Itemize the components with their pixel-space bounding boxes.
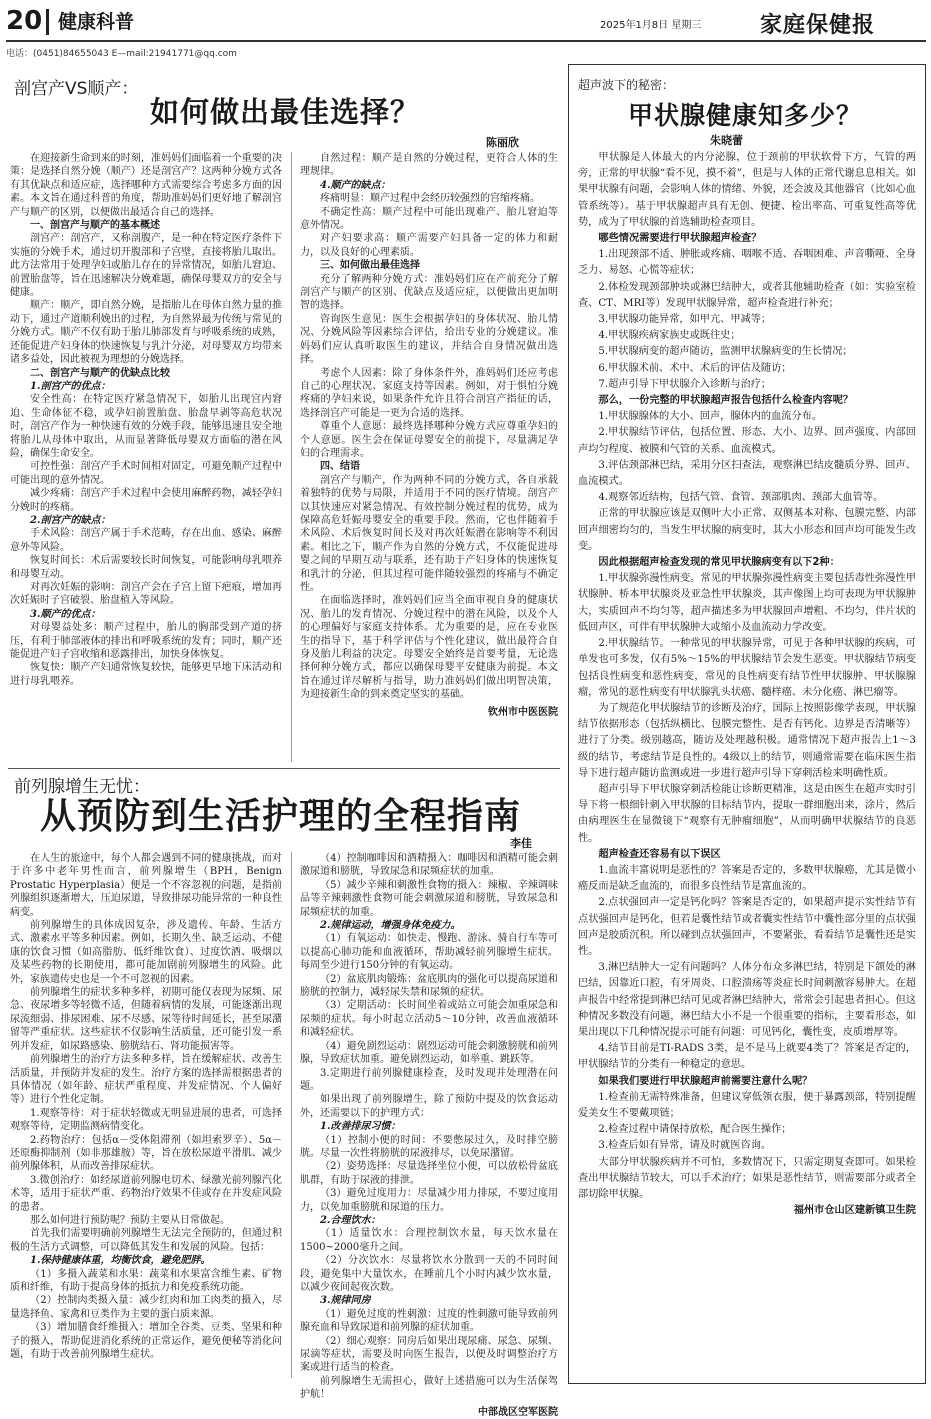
paragraph: 6.甲状腺术前、术中、术后的评估及随访； [598,362,792,374]
article1-author: 陈丽欣 [486,136,519,149]
paragraph: 1.检查前无需特殊准备，但建议穿低领衣服，便于暴露颈部，特别提醒爱美女生不要戴项链； [578,1091,916,1119]
section-heading: 因此根据超声检查发现的常见甲状腺病变有以下2种： [598,557,840,569]
paragraph: 尊重个人意愿：最终选择哪种分娩方式应尊重孕妇的个人意愿。医生会在保证母婴安全的前提下，尽量满足孕妇的合理需求。 [300,421,558,459]
section-heading: 三、如何做出最佳选择 [320,260,420,272]
article2-kicker: 前列腺增生无忧： [14,777,150,797]
paragraph: 疼痛明显：顺产过程中会经历较强烈的宫缩疼痛。 [320,193,540,205]
article1-title: 如何做出最佳选择？ [150,95,421,129]
article1-kicker: 剖宫产VS顺产： [14,79,139,99]
hospital-credit: 福州市仓山区建新镇卫生院 [793,1205,916,1217]
subheading: 3.规律同房 [320,1295,371,1307]
section-heading: 一、剖宫产与顺产的基本概述 [30,220,160,232]
paragraph: 2.检查过程中请保持放松，配合医生操作； [598,1124,792,1136]
paragraph: 3.定期进行前列腺健康检查，及时发现并处理潜在问题。 [300,1067,558,1092]
paragraph: 7.超声引导下甲状腺介入诊断与治疗； [598,378,772,390]
paragraph: 2.甲状腺结节。一种常见的甲状腺异常，可见于各种甲状腺的疾病，可单发也可多发，仅有5%～15%的甲状腺结节会发生恶变。甲状腺结节病变包括良性病变和恶性病变，常见的良性病变有结节性甲状腺肿、甲状腺腺瘤，常见的恶性病变有甲状腺乳头状癌、髓样癌、未分化癌、淋巴瘤等。 [578,638,916,698]
paragraph: 可控性强：剖宫产手术时间相对固定，可避免顺产过程中可能出现的意外情况。 [10,461,282,486]
paragraph: 减少疼痛：剖宫产手术过程中会使用麻醉药物，减轻孕妇分娩时的疼痛。 [10,488,282,513]
article-divider [8,768,560,769]
paragraph: 5.甲状腺病变的超声随访，监测甲状腺病变的生长情况； [598,346,853,358]
paragraph: 3.评估颈部淋巴结，采用分区扫查法，观察淋巴结皮髓质分界、回声、血流模式。 [578,459,916,488]
paragraph: 正常的甲状腺应该是双侧叶大小正常、双侧基本对称、包膜完整、内部回声细密均匀的，当发生甲状腺的病变时，其大小形态和回声均可能发生改变。 [578,508,916,552]
paragraph: 顺产：顺产，即自然分娩，是指胎儿在母体自然力量的推动下，通过产道顺利娩出的过程，为自然界最为传统与常见的分娩方式。顺产不仅有助于胎儿肺部发育与呼吸系统的成熟，还能促进产妇身体的快速恢复与乳汁分泌，对母婴双方均带来诸多益处，因此被视为理想的分娩选择。 [10,300,282,366]
paragraph: 恢复快：顺产产妇通常恢复较快，能够更早地下床活动和进行母乳喂养。 [10,662,282,687]
section-title: 健康科普 [58,11,135,33]
paragraph: （1）有氧运动：如快走、慢跑、游泳、骑自行车等可以提高心肺功能和血液循环，帮助减轻前列腺增生症状。每周至少进行150分钟的有氧运动。 [300,933,558,972]
paragraph: 1.观察等待：对于症状轻微或无明显进展的患者，可选择观察等待，定期监测病情变化。 [10,1107,282,1133]
paragraph: （1）适量饮水：合理控制饮水量，每天饮水量在1500~2000毫升之间。 [300,1228,558,1253]
paragraph: 2.体检发现颈部肿块或淋巴结肿大，或者其他辅助检查（如：实验室检查、CT、MRI等）发现甲状腺异常，超声检查进行补充； [578,281,916,309]
paragraph: 在人生的旅途中，每个人都会遇到不同的健康挑战，而对于许多中老年男性而言，前列腺增生（BPH，Benign Prostatic Hyperplasia）便是一个不容忽视的问题，是指前列腺组织逐渐增大，压迫尿道，导致排尿功能异常的一种良性病变。 [10,853,282,918]
paragraph: 2.甲状腺结节评估，包括位置、形态、大小、边界、回声强度、内部回声均匀程度、被膜和气管的关系、血流模式。 [578,427,916,455]
subheading: 2.剖宫产的缺点： [30,514,111,526]
column-divider [291,152,292,762]
paragraph: 1.出现颈部不适、肿胀或疼痛、咽喉不适、吞咽困难、声音嘶哑、全身乏力、易怒、心慌等症状； [578,249,916,277]
subheading: 2.合理饮水： [320,1214,381,1226]
paragraph: 1.血流丰富说明是恶性的？答案是否定的，多数甲状腺癌，尤其是微小癌反而是缺乏血流的，而很多良性结节是富血流的。 [578,864,916,893]
section-heading: 如果我们要进行甲状腺超声前需要注意什么呢？ [598,1075,813,1087]
paragraph: 4.甲状腺疾病家族史或既往史； [598,330,741,342]
paragraph: 2.点状强回声一定是钙化吗？答案是否定的，如果超声提示实性结节有点状强回声是钙化，但若是囊性结节或者囊实性结节中囊性部分里的点状强回声是胶质沉积。所以碰到点状强回声，不要紧张，看看结节是囊性还是实性。 [578,897,916,957]
paragraph: 3.微创治疗：如经尿道前列腺电切术、绿激光前列腺汽化术等，适用于症状严重、药物治疗效果不佳或存在并发症风险的患者。 [10,1174,282,1213]
section-heading: 超声检查还容易有以下误区 [598,848,721,860]
section-heading: 四、结语 [320,461,360,473]
paragraph: 1.甲状腺弥漫性病变。常见的甲状腺弥漫性病变主要包括毒性弥漫性甲状腺肿、桥本甲状腺炎及亚急性甲状腺炎，其声像图上均可表现为甲状腺肿大，实质回声不均匀等，超声描述多为甲状腺回声增粗、不均匀，伴片状的低回声区，可伴有甲状腺肿大或缩小及血流动力学改变。 [578,573,916,633]
article2-title: 从预防到生活护理的全程指南 [40,795,522,837]
paragraph: 4.结节目前是TI-RADS 3类，是不是马上就要4类了？答案是否定的，甲状腺结节的分类有一种稳定的意思。 [578,1043,916,1071]
subheading: 2.规律运动，增强身体免疫力。 [320,920,461,932]
paragraph: 在面临选择时，准妈妈们应当全面审视自身的健康状况、胎儿的发育情况、分娩过程中的潜在风险，以及个人的心理偏好与家庭支持体系。尤为重要的是，应在专业医生的指导下，基于科学评估与个性化建议，做出最符合自身及胎儿利益的决定。母婴安全始终是首要考量，无论选择何种分娩方式，都应以确保母婴平安健康为前提。本文旨在通过详尽解析与指导，助力准妈妈们做出明智决策，为迎接新生命的到来奠定坚实的基础。 [300,595,558,701]
header-rule [6,40,926,42]
paragraph: 1.甲状腺腺体的大小、回声，腺体内的血流分布。 [598,411,823,423]
paragraph: （2）盆底肌肉锻炼：盆底肌肉的强化可以提高尿道和膀胱的控制力，减轻尿失禁和尿频的症状。 [300,973,558,999]
paragraph: （1）控制小便的时间：不要憋尿过久，及时排空膀胱。尽量一次性将膀胱的尿液排尽，以免尿潴留。 [300,1134,558,1159]
paragraph: 手术风险：剖宫产属于手术范畴，存在出血、感染、麻醉意外等风险。 [10,528,282,553]
paragraph: （2）细心观察：同房后如果出现尿痛、尿急、尿频、尿滴等症状，需要及时向医生报告，以便及时调整治疗方案或进行适当的检查。 [300,1335,558,1374]
paragraph: 甲状腺是人体最大的内分泌腺，位于颈前的甲状软骨下方，气管的两旁，正常的甲状腺“看不见，摸不着”，但是与人体的正常代谢息息相关。如果甲状腺有问题，会影响人体的情绪、外貌，还会波及其他器官（比如心血管系统等）。基于甲状腺超声具有无创、便捷、检出率高、可重复性高等优势，成为了甲状腺的首选辅助检查项目。 [578,152,916,228]
paragraph: （3）增加膳食纤维摄入：增加全谷类、豆类、坚果和种子的摄入，帮助促进消化系统的正常运作，避免便秘等消化问题，有助于改善前列腺增生症状。 [10,1322,282,1361]
paragraph: 大部分甲状腺疾病并不可怕，多数情况下，只需定期复查即可。如果检查出甲状腺结节较大，可以手术治疗；如果是恶性结节，则需要部分或者全部切除甲状腺。 [578,1156,916,1200]
paper-name: 家庭保健报 [760,12,876,38]
paragraph: 为了规范化甲状腺结节的诊断及治疗，国际上按照影像学表现，甲状腺结节依据形态（包括纵横比、包膜完整性、是否有钙化、边界是否清晰等）进行了分类。级别越高，随访及处理越积极。通常情况下超声报告上1～3级的结节，考虑结节是良性的。4级以上的结节，则通常需要在临床医生指导下进行超声随访监测或进一步进行超声引导下穿刺活检来明确性质。 [578,702,916,779]
paragraph: 3.淋巴结肿大一定有问题吗？人体分布众多淋巴结，特别是下颌处的淋巴结，因靠近口腔，有牙周炎、口腔溃疡等炎症长时间刺激容易肿大。在超声报告中经常提到淋巴结可见或者淋巴结肿大，常常会引起患者担心。但这种情况多数没有问题，淋巴结大小不是一个很重要的指标，主要看形态，如果出现以下几种情况提示可能有问题：可见钙化，囊性变，皮质增厚等。 [578,962,916,1038]
paragraph: 首先我们需要明确前列腺增生无法完全预防的，但通过积极的生活方式调整，可以降低其发生和发展的风险。包括： [10,1228,282,1253]
paragraph: （2）控制肉类摄入量：减少红肉和加工肉类的摄入，尽量选择鱼、家禽和豆类作为主要的蛋白质来源。 [10,1295,282,1320]
paragraph: 对母婴益处多：顺产过程中，胎儿的胸部受到产道的挤压，有利于肺部液体的排出和呼吸系统的发育；同时，顺产还能促进产妇子宫收缩和恶露排出，加快身体恢复。 [10,622,282,661]
header-bar [46,9,49,35]
article3-title: 甲状腺健康知多少？ [628,101,863,130]
paragraph: 前列腺增生的具体成因复杂，涉及遗传、年龄、生活方式、激素水平等多种因素。例如，长期久坐、缺乏运动、不健康的饮食习惯（如高脂肪、低纤维饮食）、过度饮酒、吸烟以及某些药物的长期使用，都可能加剧前列腺增生的风险。此外，家族遗传史也是一个不可忽视的因素。 [10,920,282,985]
contact-line: 电话：(0451)84655043 E—mail:21941771@qq.com [6,49,237,59]
article2-author: 李佳 [510,837,532,850]
article1-column-2 [300,152,558,764]
paragraph: 在迎接新生命到来的时刻，准妈妈们面临着一个重要的决策：是选择自然分娩（顺产）还是剖宫产？这两种分娩方式各有其优缺点和适应症，选择哪种方式需要综合考虑多方面的因素。本文旨在通过科普的角度，帮助准妈妈们更好地了解剖宫产与顺产的区别，以便做出最适合自己的选择。 [10,153,282,218]
paragraph: 那么如何进行预防呢？预防主要从日常做起。 [30,1214,230,1226]
page-header [0,0,931,59]
paragraph: （1）避免过度的性刺激：过度的性刺激可能导致前列腺充血和导致尿道和前列腺的症状加重。 [300,1308,558,1334]
subheading: 1.保持健康体重，均衡饮食，避免肥胖。 [30,1255,211,1267]
paragraph: 剖宫产与顺产，作为两种不同的分娩方式，各自承载着独特的优势与局限，并适用于不同的医疗情境。剖宫产以其快速应对紧急情况、有效控制分娩过程的优势，成为保障高危妊娠母婴安全的重要手段。然而，它也伴随着手术风险、术后恢复时间长及对再次妊娠潜在影响等不利因素。相比之下，顺产作为自然的分娩方式，不仅能促进母婴之间的早期互动与联系，还有助于产妇身体的快速恢复和乳汁的分泌，但其过程可能伴随较强烈的疼痛与不确定性。 [300,474,558,593]
article3-author: 朱晓蕾 [710,134,743,147]
subheading: 4.顺产的缺点： [320,179,391,191]
section-heading: 二、剖宫产与顺产的优缺点比较 [30,367,170,379]
paragraph: 超声引导下甲状腺穿刺活检能让诊断更精准，这是由医生在超声实时引导下将一根细针刺入甲状腺的目标结节内，提取一群细胞出来，涂片，然后由病理医生在显微镜下“观察有无肿瘤细胞”，从而明确甲状腺结节的良恶性。 [578,783,916,844]
subheading: 1.剖宫产的优点： [30,380,111,392]
paragraph: （4）控制咖啡因和酒精摄入：咖啡因和酒精可能会刺激尿道和膀胱，导致尿急和尿频症状的加重。 [300,853,558,878]
section-heading: 哪些情况需要进行甲状腺超声检查？ [598,233,762,245]
section-heading: 那么，一份完整的甲状腺超声报告包括什么检查内容呢？ [598,395,854,407]
article1-column-1 [10,152,282,764]
paragraph: （2）姿势选择：尽量选择坐位小便，可以放松骨盆底肌群，有助于尿液的排泄。 [300,1161,558,1186]
paragraph: 考虑个人因素：除了身体条件外，准妈妈们还应考虑自己的心理状况、家庭支持等因素。例如，对于惧怕分娩疼痛的孕妇来说，如果条件允许且符合剖宫产指征的话，选择剖宫产可能是一更为合适的选择。 [300,367,558,419]
paragraph: （1）多摄入蔬菜和水果：蔬菜和水果富含维生素、矿物质和纤维，有助于提高身体的抵抗力和免疫系统功能。 [10,1268,282,1293]
paragraph: 安全性高：在特定医疗紧急情况下，如胎儿出现宫内窘迫、生命体征不稳，或孕妇前置胎盘、胎盘早剥等高危状况时，剖宫产作为一种快速有效的分娩手段，能够迅速且安全地将胎儿从母体中取出，从而显著降低母婴双方面临的潜在风险，确保生命安全。 [10,394,282,459]
paragraph: 不确定性高：顺产过程中可能出现难产、胎儿窘迫等意外情况。 [300,206,558,232]
hospital-credit: 中部战区空军医院 [478,1406,558,1418]
paragraph: 4.观察邻近结构，包括气管、食管、颈部肌肉、颈部大血管等。 [598,492,884,504]
paragraph: 对再次妊娠的影响：剖宫产会在子宫上留下疤痕，增加再次妊娠时子宫破裂、胎盘植入等风险。 [10,582,282,607]
paragraph: （2）分次饮水：尽量将饮水分散到一天的不同时间段，避免集中大量饮水，在睡前几个小时内减少饮水量，以减少夜间起夜次数。 [300,1255,558,1293]
paragraph: 前列腺增生的治疗方法多种多样，旨在缓解症状、改善生活质量，并预防并发症的发生。治疗方案的选择需根据患者的具体情况（如年龄、症状严重程度、并发症情况、个人偏好等）进行个性化定制。 [10,1054,282,1106]
article3-kicker: 超声波下的秘密： [578,78,675,92]
paragraph: 3.甲状腺功能异常，如甲亢、甲减等； [598,314,772,326]
paragraph: 前列腺增生的症状多种多样，初期可能仅表现为尿频、尿急、夜尿增多等轻微不适，但随着病情的发展，可能逐渐出现尿流细弱、排尿困难、尿不尽感、尿等待时间延长，甚至尿潴留等严重症状。这些症状不仅影响生活质量，还可能引发一系列并发症，如尿路感染、膀胱结石、肾功能损害等。 [10,987,282,1052]
issue-date: 2025年1月8日 星期三 [600,20,702,31]
paragraph: （3）定期活动：长时间坐着或站立可能会加重尿急和尿频的症状。每小时起立活动5～10分钟，改善血液循环和减轻症状。 [300,1000,558,1039]
article2-column-2 [300,852,558,1418]
paragraph: 咨询医生意见：医生会根据孕妇的身体状况、胎儿情况、分娩风险等因素综合评估，给出专业的分娩建议。准妈妈们应认真听取医生的建议，并结合自身情况做出选择。 [300,313,558,366]
subheading: 1.改善排尿习惯： [320,1121,401,1133]
paragraph: 如果出现了前列腺增生，除了预防中提及的饮食运动外，还需要以下的护理方式： [300,1094,558,1119]
article3-body [578,150,916,1376]
paragraph: （5）减少辛辣和刺激性食物的摄入：辣椒、辛辣调味品等辛辣刺激性食物可能会刺激尿道和膀胱，导致尿急和尿频症状的加重。 [300,879,558,918]
article2-column-1 [10,852,282,1380]
paragraph: 对产妇要求高：顺产需要产妇具备一定的体力和耐力，以及良好的心理素质。 [300,233,558,258]
paragraph: （3）避免过度用力：尽量减少用力排尿，不要过度用力，以免加重膀胱和尿道的压力。 [300,1188,558,1213]
paragraph: 前列腺增生无需担心，做好上述措施可以为生活保驾护航！ [300,1375,558,1401]
paragraph: （4）避免剧烈运动：剧烈运动可能会刺激膀胱和前列腺，导致症状加重。避免剧烈运动，如举重、跳跃等。 [300,1040,558,1066]
paragraph: 剖宫产：剖宫产，又称剖腹产，是一种在特定医疗条件下实施的分娩手术，通过切开腹部和子宫壁，直接将胎儿取出。此方法常用于处理孕妇或胎儿存在的异常情况，如胎儿窘迫、前置胎盘等，旨在迅速解决分娩难题，确保母婴双方的安全与健康。 [10,233,282,299]
paragraph: 自然过程：顺产是自然的分娩过程，更符合人体的生理规律。 [300,153,558,178]
column-divider [291,852,292,1378]
subheading: 3.顺产的优点： [30,608,101,620]
hospital-credit: 钦州市中医医院 [488,706,558,718]
paragraph: 3.检查后如有异常，请及时就医咨询。 [598,1140,772,1152]
paragraph: 恢复时间长：术后需要较长时间恢复，可能影响母乳喂养和母婴互动。 [10,555,282,580]
page-number: 20 [6,6,43,36]
paragraph: 充分了解两种分娩方式：准妈妈们应在产前充分了解剖宫产与顺产的区别、优缺点及适应症，以便做出更加明智的选择。 [300,273,558,312]
paragraph: 2.药物治疗：包括α－受体阻滞剂（如坦索罗辛）、5α－还原酶抑制剂（如非那雄胺）等，旨在放松尿道平滑肌、减少前列腺体积，从而改善排尿症状。 [10,1134,282,1173]
